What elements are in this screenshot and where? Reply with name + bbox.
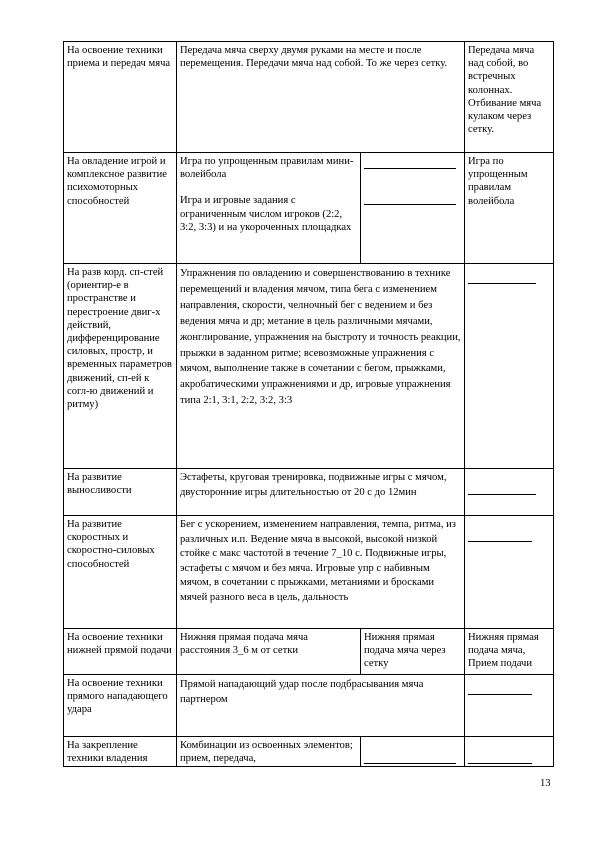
blank-line xyxy=(468,272,536,284)
table-row xyxy=(64,42,554,153)
content-cell: Прямой нападающий удар после подбрасывания мяча партнером xyxy=(177,675,465,737)
table-row xyxy=(64,516,554,629)
table-row xyxy=(64,629,554,675)
topic-cell: На закрепление техники владения xyxy=(64,737,177,767)
blank-cell xyxy=(465,737,554,767)
topic-cell: На освоение техники прямого нападающего удара xyxy=(64,675,177,737)
blank-line xyxy=(468,683,532,695)
blank-line xyxy=(468,530,532,542)
content-cell: Бег с ускорением, изменением направления, темпа, ритма, из различных и.п. Ведение мяча в высокой, высокой низкой стойке с макс частотой в течение 7_10 с. Подвижные игры, эстафеты с мячом и без мяча. Игровые упр с набивным мячом, в сочетании с прыжками, метаниями и бросками мячей разного веса в цель, дальность xyxy=(177,516,465,629)
table-row xyxy=(64,153,554,264)
table-row xyxy=(64,264,554,469)
topic-cell: На овладение игрой и комплексное развитие психомоторных способностей xyxy=(64,153,177,264)
last-cell: Нижняя прямая подача мяча, Прием подачи xyxy=(465,629,554,675)
topic-cell: На развитие скоростных и скоростно-силовых способностей xyxy=(64,516,177,629)
table-row xyxy=(64,675,554,737)
blank-cell xyxy=(465,469,554,516)
blank-cell xyxy=(465,264,554,469)
topic-cell: На развитие выносливости xyxy=(64,469,177,516)
last-cell: Игра по упрощенным правилам волейбола xyxy=(465,153,554,264)
blank-line xyxy=(468,483,536,495)
blank-cell xyxy=(465,675,554,737)
blank-line xyxy=(364,752,456,764)
topic-cell: На разв корд. сп-стей (ориентир-е в пространстве и перестроение двиг-х действий, дифференцирование силовых, простр, и временных параметров движений, сп-ей к согл-ю движений и ритму) xyxy=(64,264,177,469)
topic-cell: На освоение техники приема и передач мяча xyxy=(64,42,177,153)
table-row xyxy=(64,737,554,767)
content-text: Игра и игровые задания с ограниченным числом игроков (2:2, 3:2, 3:3) и на укороченных площадках xyxy=(180,195,352,233)
blank-cell xyxy=(361,737,465,767)
content-text: Игра по упрощенным правилам мини-волейбола xyxy=(180,156,354,181)
content-cell: Нижняя прямая подача мяча расстояния 3_6 м от сетки xyxy=(177,629,361,675)
content-cell: Упражнения по овладению и совершенствованию в технике перемещений и владения мячом, типа бега с изменением направления, скорости, челночный бег с ведением и без ведения мяча и др; метание в цель различными мячами, жонглирование, упражнения на быстроту и точность реакции, прыжки в заданном ритме; всевозможные упражнения с мячом, выполнение также в сочетании с бегом, прыжками, акробатическими упражнениями и др, игровые упражнения типа 2:1, 3:1, 2:2, 3:2, 3:3 xyxy=(177,264,465,469)
blank-cell xyxy=(361,153,465,264)
exercise-table xyxy=(63,41,554,767)
table-row xyxy=(64,469,554,516)
blank-cell xyxy=(465,516,554,629)
content-cell: Эстафеты, круговая тренировка, подвижные игры с мячом, двусторонние игры длительностью от 20 с до 12мин xyxy=(177,469,465,516)
blank-line xyxy=(364,157,456,169)
blank-line xyxy=(468,752,532,764)
last-cell: Передача мяча над собой, во встречных колоннах. Отбивание мяча кулаком через сетку. xyxy=(465,42,554,153)
content-cell: Комбинации из освоенных элементов; прием, передача, xyxy=(177,737,361,767)
content-cell xyxy=(177,153,361,264)
content-cell: Передача мяча сверху двумя руками на месте и после перемещения. Передачи мяча над собой. То же через сетку. xyxy=(177,42,465,153)
blank-line xyxy=(364,193,456,205)
topic-cell: На освоение техники нижней прямой подачи xyxy=(64,629,177,675)
mid-cell: Нижняя прямая подача мяча через сетку xyxy=(361,629,465,675)
page-number: 13 xyxy=(540,778,551,789)
